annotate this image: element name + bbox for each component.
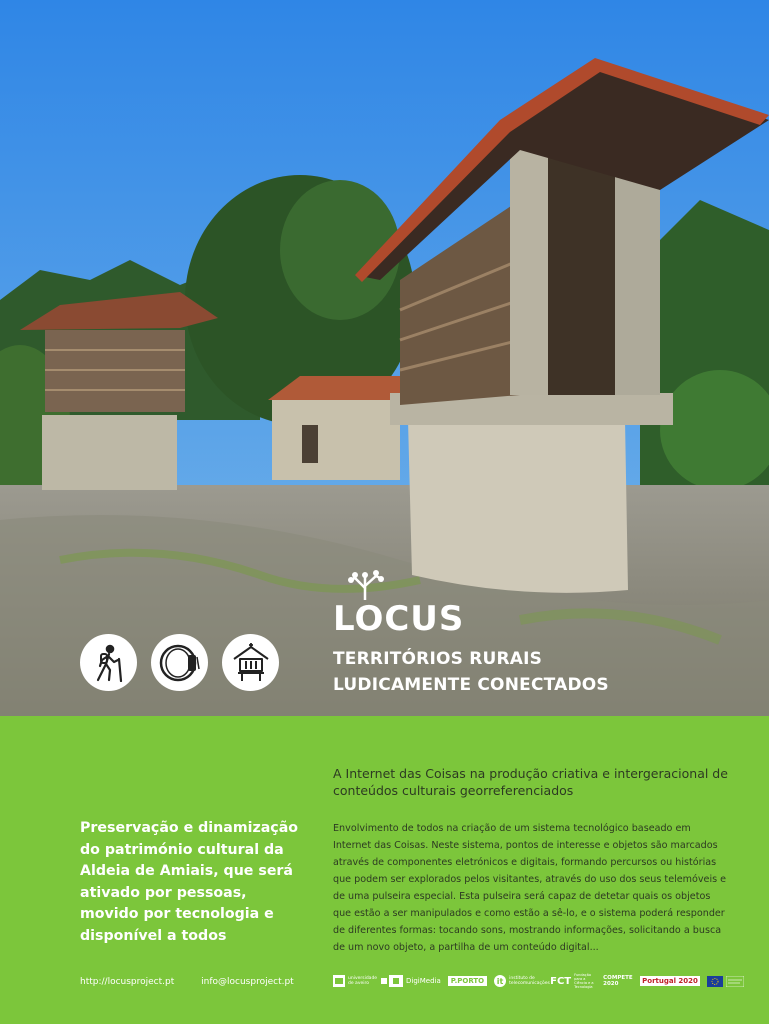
- portugal2020-logo: [640, 976, 700, 986]
- fct-sublabel: Fundação para a Ciência e a Tecnologia: [574, 973, 594, 989]
- bracelet-icon: [151, 634, 208, 691]
- it-label: instituto de telecomunicações: [509, 976, 550, 986]
- portugal2020-label: Portugal 2020: [642, 977, 698, 985]
- eu-flag-icon: [707, 976, 744, 987]
- footer-links: [80, 977, 318, 987]
- digimedia-label: DigiMedia: [406, 977, 441, 985]
- fct-logo: [550, 973, 596, 989]
- compete-logo: [603, 975, 633, 987]
- project-subtitle: A Internet das Coisas na produção criativa e intergeracional de conteúdos culturais georreferenciados: [333, 766, 728, 798]
- brand-name: LOCUS: [333, 599, 465, 639]
- tagline-line-2: LUDICAMENTE CONECTADOS: [333, 675, 609, 695]
- fct-label: FCT: [550, 975, 572, 987]
- feature-icons: [80, 634, 279, 691]
- porto-label: P.PORTO: [448, 976, 487, 986]
- email-link[interactable]: info@locusproject.pt: [201, 977, 294, 987]
- uaveiro-label: universidade de aveiro: [348, 976, 378, 986]
- digimedia-logo: [381, 975, 441, 987]
- partner-logos: [333, 973, 744, 989]
- tagline-line-1: TERRITÓRIOS RURAIS: [333, 649, 543, 669]
- brand-tagline: [333, 646, 609, 698]
- compete-label: COMPETE 2020: [603, 975, 633, 987]
- hiker-icon: [80, 634, 137, 691]
- locus-tree-icon: [345, 566, 385, 600]
- project-description: Envolvimento de todos na criação de um sistema tecnológico baseado em Internet das Coisas. Neste sistema, pontos de interesse e objetos são marcados através de componentes eletrónicos e digitais, formando percursos ou histórias que podem ser explorados pelos visitantes, através do uso dos seus telemóveis e de uma pulseira especial. Esta pulseira será capaz de detetar quais os objetos que estão a ser manipulados e como estão a sê-lo, e o sistema poderá responder de diferentes formas: tocando sons, mostrando informações, solicitando a busca de um novo objeto, a partilha de um conteúdo digital...: [333, 823, 727, 953]
- lead-statement: Preservação e dinamização do património cultural da Aldeia de Amiais, que será ativado por pessoas, movido por tecnologia e disponível a todos: [80, 820, 299, 944]
- website-link[interactable]: http://locusproject.pt: [80, 977, 175, 987]
- porto-logo: [448, 976, 487, 986]
- svg-text:it: it: [496, 977, 504, 986]
- it-logo: [494, 975, 550, 987]
- uaveiro-logo: [333, 975, 378, 987]
- granary-icon: [222, 634, 279, 691]
